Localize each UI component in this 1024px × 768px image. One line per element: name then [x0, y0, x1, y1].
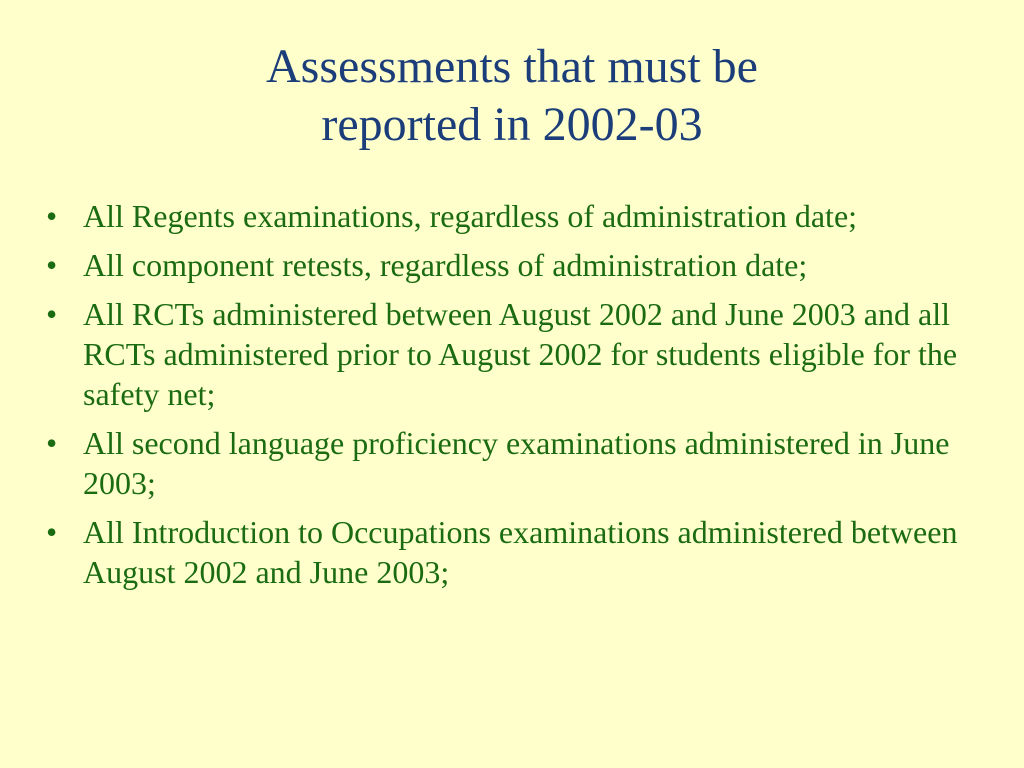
- bullet-icon: •: [46, 198, 58, 234]
- bullet-item-component-retests: [46, 245, 1006, 285]
- bullet-item-rcts: [46, 294, 1006, 414]
- bullet-item-second-language: [46, 423, 1006, 503]
- bullet-icon: •: [46, 296, 58, 332]
- slide-title-line-1: Assessments that must be: [266, 40, 758, 93]
- bullet-text: All component retests, regardless of administration date;: [83, 247, 808, 283]
- bullet-list: [46, 196, 1006, 601]
- bullet-icon: •: [46, 514, 58, 550]
- bullet-text: All second language proficiency examinations administered in June 2003;: [83, 425, 950, 501]
- bullet-item-regents: [46, 196, 1006, 236]
- bullet-text: All Regents examinations, regardless of administration date;: [83, 198, 858, 234]
- bullet-icon: •: [46, 425, 58, 461]
- bullet-item-introduction-to-occupations: [46, 512, 1006, 592]
- bullet-text: All RCTs administered between August 2002 and June 2003 and all RCTs administered prior to August 2002 for students eligible for the safety net;: [83, 296, 958, 412]
- slide-title: [0, 38, 1024, 154]
- slide-title-line-2: reported in 2002-03: [321, 98, 703, 151]
- bullet-text: All Introduction to Occupations examinations administered between August 2002 and June 2003;: [83, 514, 958, 590]
- bullet-icon: •: [46, 247, 58, 283]
